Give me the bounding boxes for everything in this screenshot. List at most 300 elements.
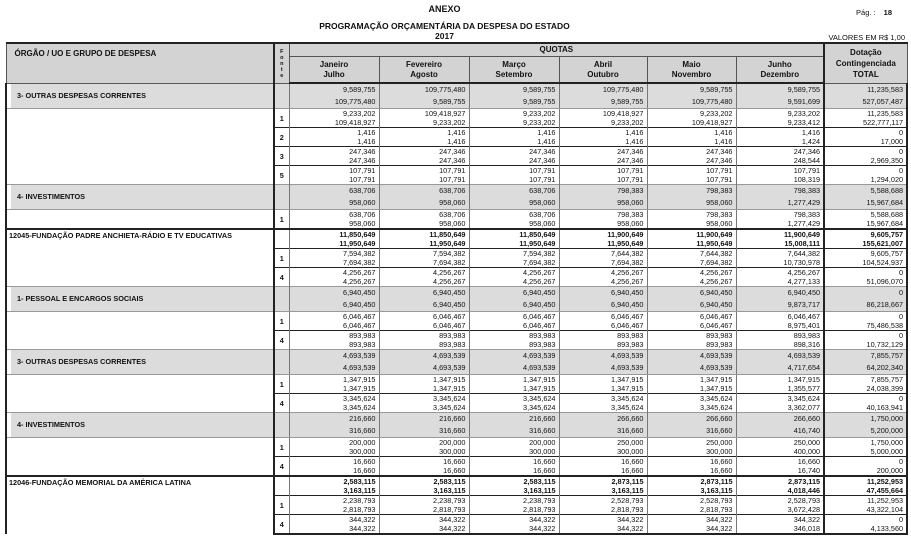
fonte-row	[6, 496, 907, 515]
value-bottom: 893,983	[349, 340, 376, 349]
total-cell	[824, 413, 907, 438]
value-bottom: 4,693,539	[700, 363, 733, 372]
value-bottom: 958,060	[617, 219, 644, 228]
value-bottom: 47,455,664	[866, 486, 904, 495]
quota-cell	[647, 128, 736, 147]
value-top: 893,983	[793, 331, 821, 340]
value-bottom: 248,544	[793, 156, 821, 165]
value-top: 7,855,757	[870, 375, 904, 384]
value-bottom: 958,060	[349, 198, 376, 207]
value-bottom: 247,346	[617, 156, 644, 165]
quota-cell	[289, 350, 379, 375]
quota-cell	[647, 515, 736, 535]
value-bottom: 155,621,007	[862, 239, 904, 248]
expense-group-row	[6, 350, 907, 375]
value-top: 344,322	[439, 515, 466, 524]
value-top: 11,850,649	[339, 230, 376, 239]
value-top: 107,791	[706, 166, 733, 175]
quota-cell	[647, 375, 736, 394]
value-bottom: 75,486,538	[866, 321, 904, 330]
value-top: 3,345,624	[611, 394, 644, 403]
value-top: 2,528,793	[611, 496, 644, 505]
quota-cell	[736, 128, 824, 147]
value-top: 16,660	[443, 457, 466, 466]
row-description: 12046-FUNDAÇÃO MEMORIAL DA AMÉRICA LATINA	[6, 476, 274, 496]
value-top: 266,660	[617, 414, 644, 423]
quota-cell	[379, 268, 469, 287]
total-cell	[824, 185, 907, 210]
value-bottom: 16,660	[533, 466, 556, 475]
value-top: 16,660	[621, 457, 644, 466]
quota-cell	[289, 312, 379, 331]
total-cell	[824, 457, 907, 477]
quota-cell	[647, 350, 736, 375]
quota-cell	[559, 476, 647, 496]
quota-cell	[559, 249, 647, 268]
value-top: 2,238,793	[523, 496, 556, 505]
quota-cell	[379, 476, 469, 496]
row-description	[6, 438, 274, 457]
value-top: 247,346	[793, 147, 821, 156]
fonte-code: 4	[274, 394, 289, 413]
value-top: 4,693,539	[523, 351, 556, 360]
row-description	[6, 312, 274, 331]
quota-cell	[559, 210, 647, 230]
value-bottom: 6,046,467	[700, 321, 733, 330]
quota-cell	[469, 312, 559, 331]
value-bottom: 247,346	[349, 156, 376, 165]
value-bottom: 3,163,115	[523, 486, 556, 495]
total-cell	[824, 229, 907, 249]
value-top: 107,791	[617, 166, 644, 175]
value-top: 1,416	[447, 128, 466, 137]
quota-cell	[379, 350, 469, 375]
value-top: 6,046,467	[787, 312, 821, 321]
value-top: 0	[899, 515, 904, 524]
value-bottom: 2,818,793	[523, 505, 556, 514]
value-top: 109,775,480	[602, 85, 644, 94]
column-header-month-6: Junho Dezembro	[736, 57, 824, 84]
quota-cell	[379, 128, 469, 147]
value-bottom: 16,660	[710, 466, 733, 475]
value-top: 216,660	[439, 414, 466, 423]
value-bottom: 400,000	[793, 447, 821, 456]
value-bottom: 11,950,649	[339, 239, 376, 248]
value-top: 4,693,539	[787, 351, 821, 360]
value-bottom: 6,046,467	[433, 321, 466, 330]
value-bottom: 109,775,480	[691, 97, 733, 106]
quota-cell	[736, 394, 824, 413]
value-bottom: 4,133,560	[870, 524, 904, 533]
value-bottom: 10,732,129	[866, 340, 904, 349]
fonte-row	[6, 147, 907, 166]
value-top: 4,693,539	[343, 351, 376, 360]
row-description	[6, 128, 274, 147]
group-label: 1- PESSOAL E ENCARGOS SOCIAIS	[11, 287, 273, 311]
value-top: 6,940,450	[523, 288, 556, 297]
column-header-month-5: Maio Novembro	[647, 57, 736, 84]
value-top: 1,347,915	[433, 375, 466, 384]
quota-cell	[469, 185, 559, 210]
budget-table	[5, 42, 908, 535]
value-bottom: 3,345,624	[523, 403, 556, 412]
total-cell	[824, 109, 907, 128]
row-description	[6, 147, 274, 166]
value-bottom: 3,163,115	[433, 486, 466, 495]
value-top: 247,346	[439, 147, 466, 156]
quota-cell	[289, 331, 379, 350]
quota-cell	[379, 229, 469, 249]
quota-cell	[289, 249, 379, 268]
value-bottom: 958,060	[439, 198, 466, 207]
value-bottom: 8,975,401	[787, 321, 821, 330]
quota-cell	[469, 515, 559, 535]
value-top: 107,791	[349, 166, 376, 175]
value-bottom: 958,060	[617, 198, 644, 207]
organ-row	[6, 476, 907, 496]
quota-cell	[736, 147, 824, 166]
value-bottom: 344,322	[617, 524, 644, 533]
value-top: 2,873,115	[700, 477, 733, 486]
quota-cell	[379, 109, 469, 128]
value-bottom: 9,233,412	[787, 118, 821, 127]
value-top: 11,900,649	[607, 230, 644, 239]
value-top: 893,983	[349, 331, 376, 340]
value-bottom: 300,000	[706, 447, 733, 456]
fonte-row	[6, 438, 907, 457]
column-header-month-1: Janeiro Julho	[289, 57, 379, 84]
value-bottom: 1,416	[357, 137, 376, 146]
value-bottom: 4,256,267	[433, 277, 466, 286]
group-label: 3- OUTRAS DESPESAS CORRENTES	[11, 350, 273, 374]
quota-cell	[736, 185, 824, 210]
total-cell	[824, 128, 907, 147]
value-bottom: 11,950,649	[607, 239, 644, 248]
quota-cell	[559, 147, 647, 166]
value-top: 247,346	[529, 147, 556, 156]
value-top: 344,322	[793, 515, 821, 524]
quota-cell	[289, 166, 379, 185]
value-bottom: 7,694,382	[523, 258, 556, 267]
value-bottom: 1,347,915	[700, 384, 733, 393]
value-bottom: 1,277,429	[787, 198, 821, 207]
value-bottom: 893,983	[706, 340, 733, 349]
quota-cell	[469, 476, 559, 496]
value-bottom: 7,694,382	[433, 258, 466, 267]
value-bottom: 51,096,070	[866, 277, 904, 286]
quota-cell	[469, 83, 559, 109]
value-top: 893,983	[439, 331, 466, 340]
value-top: 798,383	[617, 210, 644, 219]
value-top: 16,660	[797, 457, 821, 466]
fonte-code: 1	[274, 438, 289, 457]
quota-cell	[379, 312, 469, 331]
value-bottom: 4,256,267	[611, 277, 644, 286]
value-bottom: 6,940,450	[700, 300, 733, 309]
value-top: 107,791	[793, 166, 821, 175]
value-top: 1,347,915	[523, 375, 556, 384]
quota-cell	[559, 268, 647, 287]
quota-cell	[289, 496, 379, 515]
value-bottom: 4,256,267	[700, 277, 733, 286]
quota-cell	[379, 413, 469, 438]
value-top: 266,660	[706, 414, 733, 423]
value-bottom: 344,322	[529, 524, 556, 533]
fonte-code: 1	[274, 109, 289, 128]
value-bottom: 17,000	[880, 137, 904, 146]
value-top: 893,983	[617, 331, 644, 340]
value-top: 4,693,539	[700, 351, 733, 360]
value-top: 9,589,755	[523, 85, 556, 94]
expense-group-row	[6, 287, 907, 312]
quota-cell	[469, 268, 559, 287]
quota-cell	[647, 268, 736, 287]
quota-cell	[736, 438, 824, 457]
value-top: 11,235,583	[867, 109, 904, 118]
value-top: 6,046,467	[523, 312, 556, 321]
value-bottom: 346,018	[793, 524, 821, 533]
value-bottom: 893,983	[617, 340, 644, 349]
value-top: 250,000	[706, 438, 733, 447]
value-bottom: 344,322	[349, 524, 376, 533]
value-bottom: 15,008,111	[784, 239, 821, 248]
value-top: 200,000	[439, 438, 466, 447]
value-bottom: 7,694,382	[700, 258, 733, 267]
value-top: 1,416	[537, 128, 556, 137]
value-top: 9,589,755	[343, 85, 376, 94]
quota-cell	[559, 331, 647, 350]
fonte-code: 4	[274, 331, 289, 350]
quota-cell	[289, 438, 379, 457]
values-note: VALORES EM R$ 1,00	[828, 33, 905, 42]
fonte-code: 1	[274, 210, 289, 230]
value-bottom: 9,233,202	[611, 118, 644, 127]
value-top: 9,605,757	[870, 249, 904, 258]
value-bottom: 109,418,927	[334, 118, 376, 127]
column-header-quotas: QUOTAS	[289, 43, 824, 57]
value-bottom: 2,969,350	[870, 156, 904, 165]
quota-cell	[289, 394, 379, 413]
value-bottom: 4,256,267	[523, 277, 556, 286]
value-bottom: 3,345,624	[611, 403, 644, 412]
value-bottom: 1,347,915	[343, 384, 376, 393]
row-description	[6, 375, 274, 394]
value-bottom: 1,416	[447, 137, 466, 146]
document-year: 2017	[435, 31, 454, 41]
value-bottom: 4,256,267	[343, 277, 376, 286]
value-bottom: 109,418,927	[691, 118, 733, 127]
quota-cell	[289, 515, 379, 535]
value-bottom: 300,000	[617, 447, 644, 456]
value-top: 9,233,202	[523, 109, 556, 118]
value-bottom: 316,660	[439, 426, 466, 435]
value-bottom: 7,694,382	[343, 258, 376, 267]
fonte-code	[274, 185, 289, 210]
quota-cell	[736, 515, 824, 535]
value-top: 798,383	[706, 210, 733, 219]
value-bottom: 16,660	[353, 466, 376, 475]
value-top: 1,750,000	[870, 438, 904, 447]
quota-cell	[469, 331, 559, 350]
value-bottom: 6,046,467	[343, 321, 376, 330]
value-top: 4,256,267	[611, 268, 644, 277]
value-top: 638,706	[439, 186, 466, 195]
value-top: 2,583,115	[343, 477, 376, 486]
fonte-code	[274, 413, 289, 438]
column-header-month-3: Março Setembro	[469, 57, 559, 84]
fonte-code: 1	[274, 496, 289, 515]
page-number: 18	[883, 8, 892, 17]
quota-cell	[647, 413, 736, 438]
quota-cell	[647, 229, 736, 249]
quota-cell	[559, 413, 647, 438]
value-top: 266,660	[793, 414, 821, 423]
value-bottom: 247,346	[529, 156, 556, 165]
fonte-row	[6, 394, 907, 413]
value-top: 638,706	[349, 210, 376, 219]
quota-cell	[379, 249, 469, 268]
value-top: 6,046,467	[611, 312, 644, 321]
value-bottom: 107,791	[349, 175, 376, 184]
quota-cell	[736, 249, 824, 268]
value-top: 798,383	[617, 186, 644, 195]
quota-cell	[559, 438, 647, 457]
value-top: 798,383	[793, 210, 821, 219]
value-bottom: 344,322	[439, 524, 466, 533]
value-top: 1,416	[714, 128, 733, 137]
quota-cell	[469, 287, 559, 312]
quota-cell	[647, 476, 736, 496]
quota-cell	[469, 166, 559, 185]
value-bottom: 7,694,382	[611, 258, 644, 267]
fonte-code	[274, 83, 289, 109]
quota-cell	[379, 496, 469, 515]
value-top: 0	[899, 331, 904, 340]
value-top: 893,983	[529, 331, 556, 340]
value-bottom: 6,046,467	[611, 321, 644, 330]
row-description	[6, 394, 274, 413]
column-header-organ: ÓRGÃO / UO E GRUPO DE DESPESA	[6, 43, 274, 83]
expense-group-row	[6, 185, 907, 210]
quota-cell	[559, 515, 647, 535]
quota-cell	[736, 457, 824, 477]
row-description	[6, 166, 274, 185]
value-bottom: 109,775,480	[334, 97, 376, 106]
quota-cell	[379, 166, 469, 185]
quota-cell	[736, 83, 824, 109]
value-bottom: 1,347,915	[611, 384, 644, 393]
value-bottom: 2,818,793	[611, 505, 644, 514]
quota-cell	[559, 312, 647, 331]
value-top: 7,594,382	[343, 249, 376, 258]
value-top: 1,416	[801, 128, 821, 137]
total-cell	[824, 147, 907, 166]
quota-cell	[379, 147, 469, 166]
fonte-code: 1	[274, 375, 289, 394]
quota-cell	[289, 268, 379, 287]
value-bottom: 247,346	[706, 156, 733, 165]
value-top: 3,345,624	[787, 394, 821, 403]
quota-cell	[647, 83, 736, 109]
value-bottom: 958,060	[529, 198, 556, 207]
quota-cell	[559, 350, 647, 375]
value-bottom: 958,060	[439, 219, 466, 228]
value-bottom: 1,277,429	[787, 219, 821, 228]
value-bottom: 64,202,340	[866, 363, 904, 372]
fonte-code	[274, 287, 289, 312]
fonte-row	[6, 515, 907, 535]
quota-cell	[379, 287, 469, 312]
group-label: 4- INVESTIMENTOS	[11, 185, 273, 209]
row-description	[6, 83, 274, 109]
value-bottom: 6,046,467	[523, 321, 556, 330]
value-top: 7,644,382	[611, 249, 644, 258]
quota-cell	[559, 128, 647, 147]
fonte-code: 4	[274, 457, 289, 477]
quota-cell	[379, 457, 469, 477]
value-top: 250,000	[793, 438, 821, 447]
value-top: 6,046,467	[343, 312, 376, 321]
quota-cell	[379, 515, 469, 535]
value-top: 1,750,000	[870, 414, 904, 423]
quota-cell	[736, 166, 824, 185]
value-bottom: 3,362,077	[787, 403, 821, 412]
page-label: Pág. :	[856, 8, 876, 17]
value-bottom: 316,660	[617, 426, 644, 435]
value-top: 1,347,915	[611, 375, 644, 384]
fonte-row	[6, 109, 907, 128]
value-bottom: 11,950,649	[519, 239, 556, 248]
value-top: 2,583,115	[433, 477, 466, 486]
value-top: 4,256,267	[343, 268, 376, 277]
value-bottom: 416,740	[793, 426, 821, 435]
quota-cell	[469, 109, 559, 128]
value-bottom: 200,000	[876, 466, 904, 475]
quota-cell	[469, 496, 559, 515]
value-bottom: 300,000	[439, 447, 466, 456]
value-bottom: 3,163,115	[700, 486, 733, 495]
value-bottom: 6,940,450	[611, 300, 644, 309]
column-header-month-4: Abril Outubro	[559, 57, 647, 84]
value-top: 638,706	[349, 186, 376, 195]
expense-group-row	[6, 413, 907, 438]
value-top: 11,900,649	[783, 230, 821, 239]
quota-cell	[469, 229, 559, 249]
value-top: 4,256,267	[433, 268, 466, 277]
value-top: 4,256,267	[523, 268, 556, 277]
document-title: PROGRAMAÇÃO ORÇAMENTÁRIA DA DESPESA DO ESTADO	[319, 21, 570, 31]
value-top: 7,594,382	[433, 249, 466, 258]
fonte-code: 4	[274, 515, 289, 535]
row-description: 12045-FUNDAÇÃO PADRE ANCHIETA-RÁDIO E TV EDUCATIVAS	[6, 229, 274, 249]
value-bottom: 3,345,624	[343, 403, 376, 412]
value-top: 7,855,757	[870, 351, 904, 360]
value-bottom: 5,200,000	[870, 426, 904, 435]
value-bottom: 16,660	[443, 466, 466, 475]
row-description	[6, 109, 274, 128]
value-top: 4,256,267	[787, 268, 821, 277]
value-top: 11,850,649	[519, 230, 556, 239]
quota-cell	[469, 394, 559, 413]
quota-cell	[647, 109, 736, 128]
value-top: 109,418,927	[424, 109, 466, 118]
value-top: 9,233,202	[700, 109, 733, 118]
quota-cell	[469, 249, 559, 268]
value-top: 5,588,688	[870, 186, 904, 195]
value-bottom: 16,740	[797, 466, 821, 475]
value-bottom: 15,967,684	[866, 219, 904, 228]
value-top: 7,594,382	[523, 249, 556, 258]
